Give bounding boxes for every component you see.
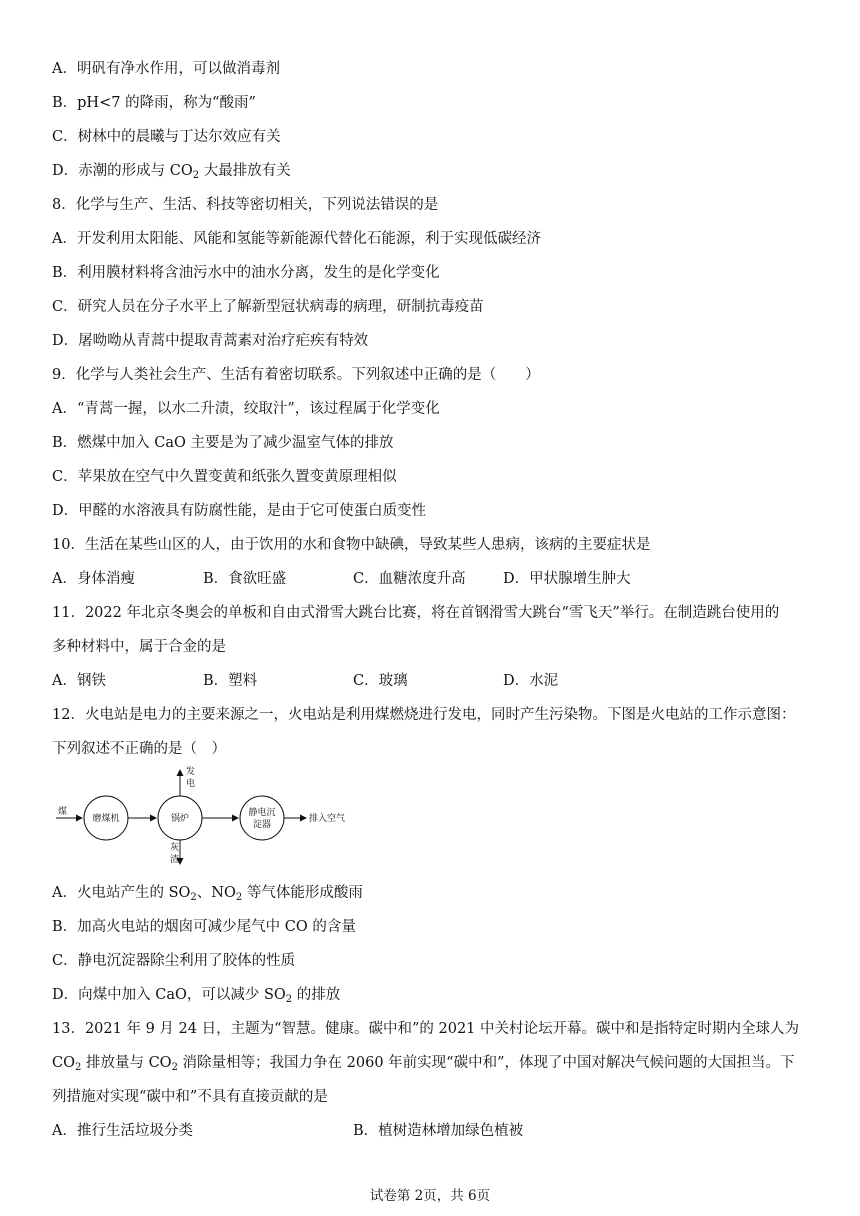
q11-option-c: C．玻璃 <box>353 673 408 689</box>
q12-stem-line1: 12．火电站是电力的主要来源之一，火电站是利用煤燃烧进行发电，同时产生污染物。下图是火电站的工作示意图： <box>52 707 796 723</box>
q9-option-b: B．燃煤中加入 CaO 主要是为了减少温室气体的排放 <box>52 435 394 451</box>
q7-option-d: D．赤潮的形成与 $CO_2$ 大最排放有关 <box>52 163 291 181</box>
page-footer: 试卷第 2页，共 6页 <box>369 1188 491 1204</box>
q12-stem-line2: 下列叙述不正确的是（ ） <box>52 741 226 757</box>
diagram-node-precipitator <box>240 796 284 840</box>
q13-option-a: A．推行生活垃圾分类 <box>52 1123 193 1139</box>
q10-stem: 10．生活在某些山区的人，由于饮用的水和食物中缺碘，导致某些人患病，该病的主要症状是 <box>52 537 651 553</box>
q12-option-c: C．静电沉淀器除尘利用了胶体的性质 <box>52 953 296 969</box>
diagram-down-label-1: 灰 <box>170 843 180 853</box>
q8-option-c: C．研究人员在分子水平上了解新型冠状病毒的病理，研制抗毒疫苗 <box>52 299 484 315</box>
q10-option-c: C．血糖浓度升高 <box>353 571 466 587</box>
q8-option-b: B．利用膜材料将含油污水中的油水分离，发生的是化学变化 <box>52 265 440 281</box>
q13-stem-line3: 列措施对实现“碳中和”不具有直接贡献的是 <box>52 1089 328 1105</box>
q13-stem-line2: $CO_2$ 排放量与 $CO_2$ 消除量相等；我国力争在 2060 年前实现“碳中和”，体现了中国对解决气候问题的大国担当。下 <box>52 1055 795 1073</box>
diagram-node-precipitator-label-2: 淀器 <box>252 820 272 830</box>
q8-stem: 8．化学与生产、生活、科技等密切相关，下列说法错误的是 <box>52 197 439 213</box>
diagram-node-mill-label: 磨煤机 <box>92 814 120 824</box>
q11-option-d: D．水泥 <box>503 673 559 689</box>
q10-option-a: A．身体消瘦 <box>52 571 135 587</box>
q11-stem-line2: 多种材料中，属于合金的是 <box>52 639 226 655</box>
diagram-input-label: 煤 <box>58 807 68 817</box>
q12-option-b: B．加高火电站的烟囱可减少尾气中 CO 的含量 <box>52 919 356 935</box>
q8-option-d: D．屠呦呦从青蒿中提取青蒿素对治疗疟疾有特效 <box>52 333 369 349</box>
q9-stem: 9．化学与人类社会生产、生活有着密切联系。下列叙述中正确的是（ ） <box>52 367 540 383</box>
q12-option-a: A．火电站产生的 $SO_2$、$NO_2$ 等气体能形成酸雨 <box>52 885 363 903</box>
q9-option-d: D．甲醛的水溶液具有防腐性能，是由于它可使蛋白质变性 <box>52 503 427 519</box>
q10-option-b: B．食欲旺盛 <box>203 571 287 587</box>
power-plant-diagram <box>52 762 352 868</box>
diagram-output-label: 排入空气 <box>309 814 346 824</box>
q7-option-c: C．树林中的晨曦与丁达尔效应有关 <box>52 129 281 145</box>
q9-option-a: A．“青蒿一握，以水二升渍，绞取汁”，该过程属于化学变化 <box>52 401 440 417</box>
q11-stem-line1: 11．2022 年北京冬奥会的单板和自由式滑雪大跳台比赛，将在首钢滑雪大跳台“雪飞天”举行。在制造跳台使用的 <box>52 605 780 621</box>
diagram-node-boiler-label: 锅炉 <box>170 814 190 824</box>
diagram-up-label-2: 电 <box>186 779 196 789</box>
q7-option-b: B．pH<7 的降雨，称为“酸雨” <box>52 95 256 111</box>
q11-option-a: A．钢铁 <box>52 673 106 689</box>
diagram-down-label-2: 渣 <box>170 855 180 865</box>
q9-option-c: C．苹果放在空气中久置变黄和纸张久置变黄原理相似 <box>52 469 397 485</box>
diagram-up-label-1: 发 <box>186 767 196 777</box>
q12-option-d: D．向煤中加入 CaO，可以减少 $SO_2$ 的排放 <box>52 987 341 1005</box>
q10-option-d: D．甲状腺增生肿大 <box>503 571 631 587</box>
q11-option-b: B．塑料 <box>203 673 258 689</box>
diagram-node-precipitator-label-1: 静电沉 <box>248 808 276 818</box>
q7-option-a: A．明矾有净水作用，可以做消毒剂 <box>52 61 280 77</box>
q8-option-a: A．开发利用太阳能、风能和氢能等新能源代替化石能源，利于实现低碳经济 <box>52 231 541 247</box>
q13-stem-line1: 13．2021 年 9 月 24 日，主题为“智慧。健康。碳中和”的 2021 中关村论坛开幕。碳中和是指特定时期内全球人为 <box>52 1021 800 1037</box>
q13-option-b: B．植树造林增加绿色植被 <box>353 1123 524 1139</box>
